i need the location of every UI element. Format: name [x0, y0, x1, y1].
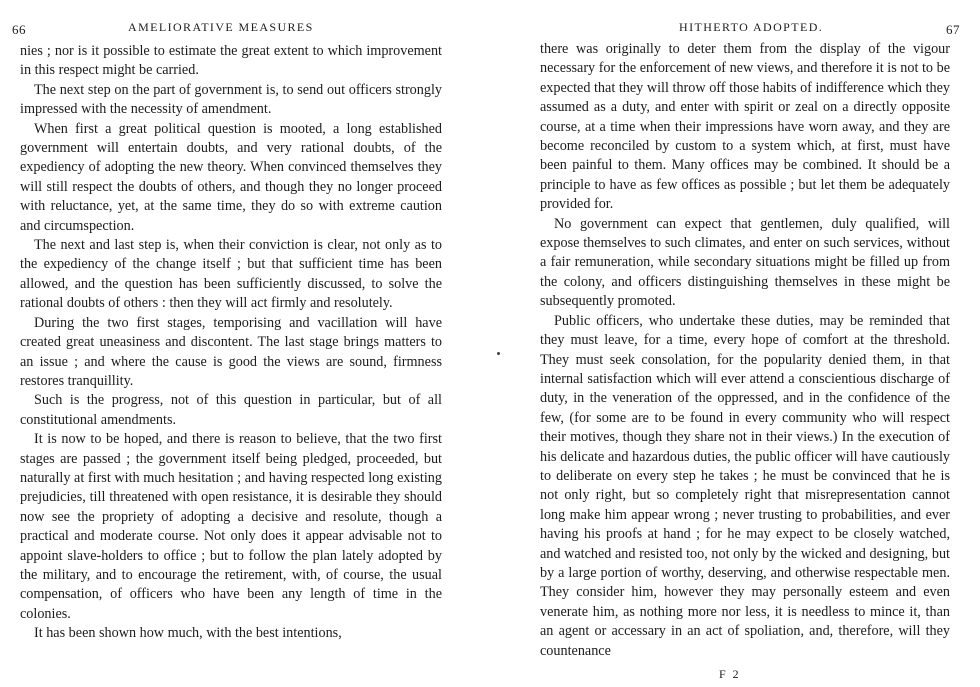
paragraph: The next and last step is, when their conviction is clear, not only as to the expediency of the change itself ; but that sufficient time has been allowed, and the question has been sufficiently discussed, to solve the rational doubts of others : then they will act firmly and resolutely.: [20, 237, 442, 312]
left-page-number: 66: [12, 22, 26, 37]
paragraph: When first a great political question is mooted, a long established government will entertain doubts, and very rational doubts, of the expediency of adopting the new theory. When convinced themselves they will still respect the doubts of others, and though they no longer proceed with reluctance, yet, at the same time, they do so with extreme caution and circumspection.: [20, 120, 442, 234]
right-body-text: [540, 40, 950, 661]
paragraph: The next step on the part of government is, to send out officers strongly impressed with the necessity of amendment.: [20, 81, 442, 118]
left-body-text: [20, 42, 442, 644]
paragraph: Public officers, who undertake these duties, may be reminded that they must leave, for a time, every hope of comfort at the threshold. They must seek consolation, for the popularity denied them, in that internal satisfaction which will ever attend a conscientious discharge of duty, in the veneration of the oppressed, and in the confidence of the few, (for some are to be found in every community who will respect their motives, though they share not in their views.) In the execution of his delicate and hazardous duties, the public officer will have cautiously to deliberate on every step he takes ; he must be convinced that he is not only right, but so completely right that misrepresentation cannot long make him appear wrong ; never trusting to probabilities, and ever having his proofs at hand ; for he may expect to be closely watched, and watched and resisted too, not only by the wicked and designing, but by a large portion of worthy, deserving, and otherwise respectable men. They consider him, however they may personally esteem and even venerate him, as nothing more nor less, it is needless to mince it, than an agent or accessary in an act of spoliation, and, therefore, will they countenance: [540, 312, 950, 659]
paragraph: It is now to be hoped, and there is reason to believe, that the two first stages are passed ; the government itself being pledged, proceeded, but naturally at first with much hesitation ; and having respected long existing prejudicies, till threatened with open resistance, it is desirable they should now see the propriety of adopting a decisive and resolute, though a practical and moderate course. Not only does it appear advisable not to appoint slave-holders to office ; but to follow the plan lately adopted by the military, and to encourage the retirement, with, of course, the usual compensation, of officers who have been any length of time in the colonies.: [20, 431, 442, 622]
signature-mark: F 2: [719, 667, 741, 681]
left-running-head: AMELIORATIVE MEASURES: [128, 20, 314, 34]
paragraph: It has been shown how much, with the best intentions,: [34, 625, 342, 642]
paragraph: nies ; nor is it possible to estimate the great extent to which improvement in this respect might be carried.: [20, 43, 442, 79]
paragraph: there was originally to deter them from the display of the vigour necessary for the enforcement of new views, and therefore it is not to be expected that they will throw off those habits of indifference which they assumed as a duty, and enter with spirit or zeal on a directly opposite course, at a time when their impressions have worn away, and they are become reconciled by custom to a system which, at first, must have been painful to them. Many offices may be combined. It should be a principle to have as few offices as possible ; but let them be adequately provided for.: [540, 41, 950, 213]
right-page-number: 67: [946, 22, 960, 37]
paragraph: Such is the progress, not of this question in particular, but of all constitutional amendments.: [20, 392, 442, 428]
paragraph: During the two first stages, temporising and vacillation will have created great uneasiness and discontent. The last stage brings matters to an issue ; and where the cause is good the views are sound, firmness restores tranquillity.: [20, 314, 442, 389]
paragraph: No government can expect that gentlemen, duly qualified, will expose themselves to such climates, and enter on such services, without a fair remuneration, while secondary situations might be filled up from the colony, and officers distinguishing themselves in these might be subsequently promoted.: [540, 215, 950, 310]
right-page: [490, 0, 980, 687]
right-running-head: HITHERTO ADOPTED.: [679, 20, 824, 34]
